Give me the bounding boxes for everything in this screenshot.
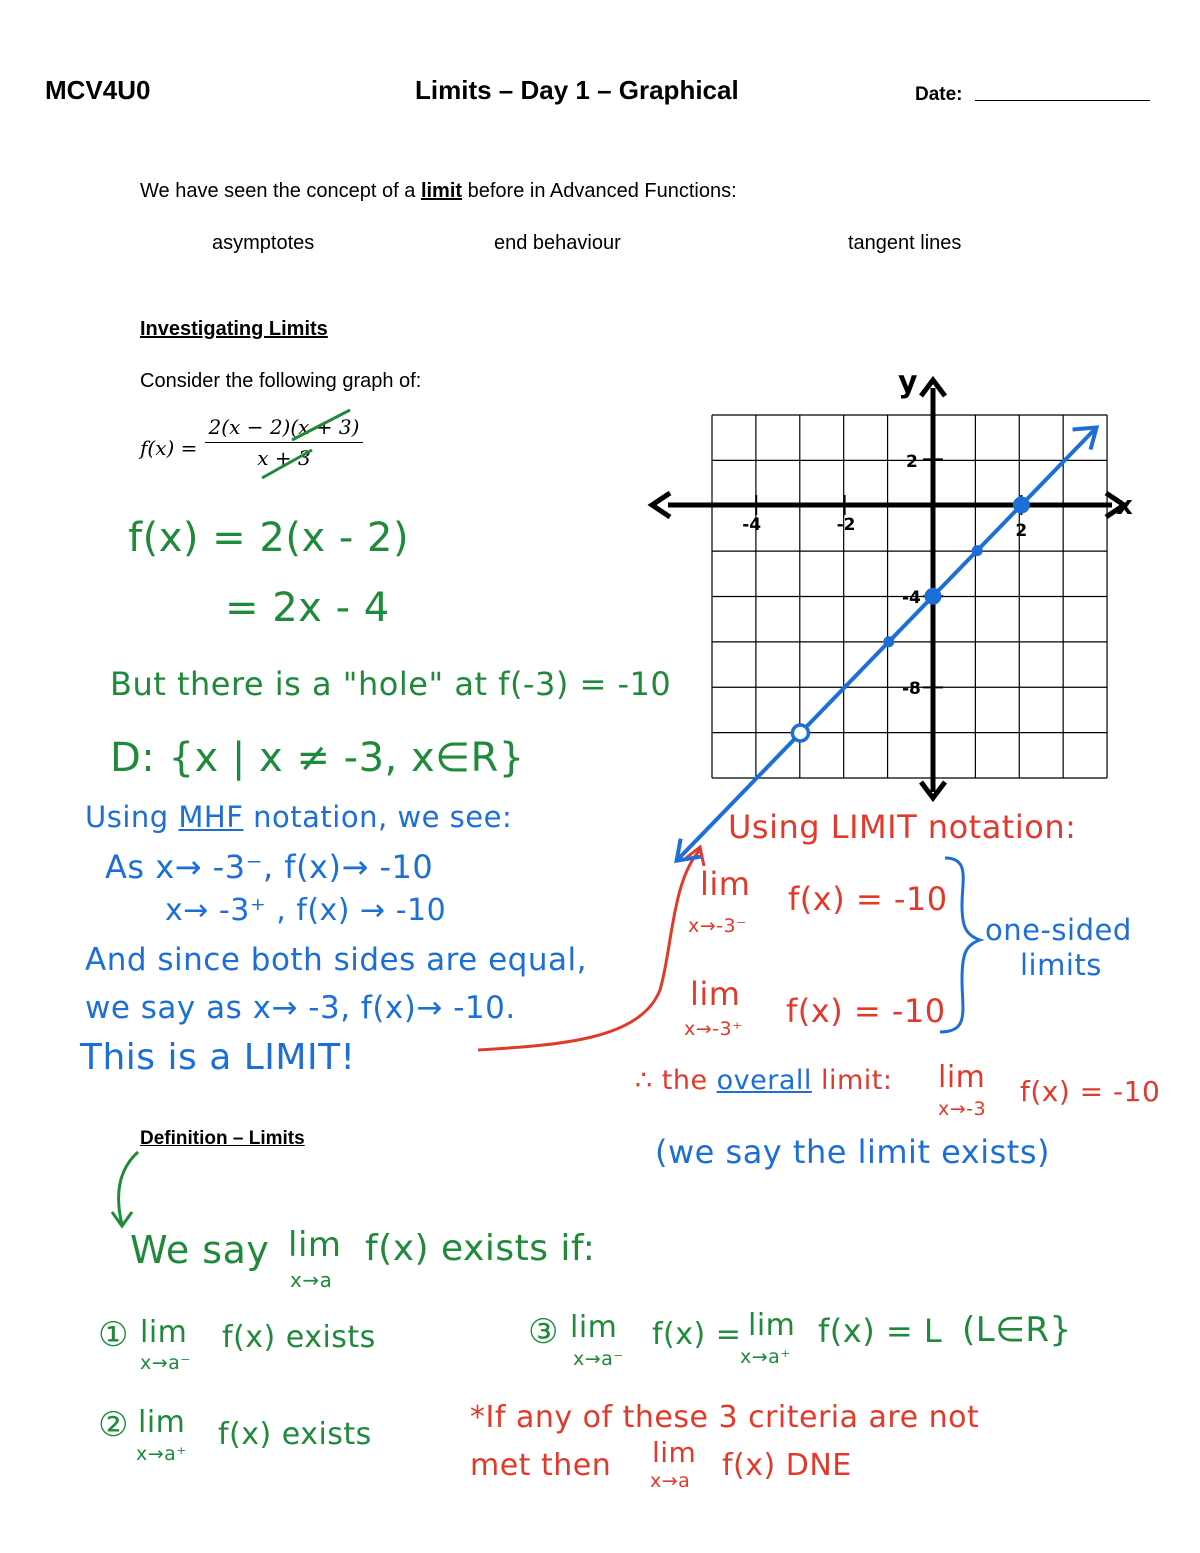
- date-label: Date:: [915, 84, 963, 105]
- right-lim-subscript: x→-3⁺: [684, 1018, 743, 1040]
- criterion-3-lim-right: lim: [748, 1308, 796, 1343]
- hole-point: [792, 725, 808, 741]
- simplified-f: f(x) = 2(x - 2): [128, 515, 410, 561]
- x-tick-label: -2: [836, 515, 856, 535]
- right-approach-note: x→ -3⁺ , f(x) → -10: [165, 893, 447, 928]
- one-sided-label: one-sided: [985, 913, 1132, 947]
- left-lim-word: lim: [700, 865, 751, 903]
- y-tick-label: -8: [902, 679, 921, 699]
- definition-lim-word: lim: [288, 1225, 342, 1265]
- definition-we-say: We say: [130, 1228, 270, 1272]
- x-axis-label: x: [1116, 491, 1133, 521]
- mhf-term: MHF: [178, 800, 244, 834]
- section-heading-investigating: Investigating Limits: [140, 318, 328, 340]
- y-axis-label: y: [898, 365, 918, 400]
- definition-lim-subscript: x→a: [290, 1268, 333, 1292]
- domain-note: D: {x | x ≠ -3, x∈R}: [110, 735, 525, 781]
- line-point: [972, 546, 982, 556]
- criterion-3-expression: f(x) = L: [818, 1312, 943, 1350]
- line-point: [1013, 497, 1029, 513]
- intro-sentence: We have seen the concept of a limit before in Advanced Functions:: [140, 180, 737, 202]
- criterion-2-number: ②: [98, 1405, 129, 1445]
- left-approach-note: As x→ -3⁻, f(x)→ -10: [105, 848, 434, 886]
- criterion-3-subscript-left: x→a⁻: [573, 1348, 624, 1370]
- overall-lim-expression: f(x) = -10: [1020, 1075, 1161, 1108]
- criterion-3-lim-left: lim: [570, 1310, 618, 1345]
- both-sides-note: And since both sides are equal,: [85, 942, 587, 978]
- limit-notation-heading: Using LIMIT notation:: [728, 808, 1077, 846]
- criterion-1-lim: lim: [140, 1315, 188, 1350]
- overall-limit-note: ∴ the overall limit:: [635, 1065, 893, 1096]
- criterion-1-expression: f(x) exists: [222, 1320, 376, 1355]
- x-tick-label: -4: [742, 515, 762, 535]
- criterion-3-set: (L∈R}: [962, 1310, 1072, 1350]
- simplified-f-expanded: = 2x - 4: [225, 585, 390, 631]
- this-is-limit-note: This is a LIMIT!: [80, 1037, 356, 1078]
- intro-term-limit: limit: [420, 180, 463, 202]
- criterion-1-number: ①: [98, 1315, 129, 1355]
- criterion-3-number: ③: [528, 1312, 559, 1352]
- fx-numerator: 2(x − 2)(x + 3): [205, 415, 363, 443]
- line-point: [884, 637, 894, 647]
- intro-item-tangent-lines: tangent lines: [848, 232, 962, 254]
- line-point: [925, 588, 941, 604]
- right-lim-expression: f(x) = -10: [786, 992, 946, 1030]
- x-tick-label: 2: [1015, 521, 1028, 541]
- mhf-notation-note: Using MHF notation, we see:: [85, 800, 513, 834]
- definition-exists-if: f(x) exists if:: [365, 1228, 596, 1269]
- right-lim-word: lim: [690, 975, 741, 1013]
- dne-lim-word: lim: [652, 1436, 697, 1469]
- dne-lim-subscript: x→a: [650, 1470, 691, 1492]
- limit-exists-note: (we say the limit exists): [655, 1133, 1050, 1171]
- overall-term: overall: [716, 1065, 812, 1096]
- criterion-3-middle: f(x) =: [652, 1317, 742, 1352]
- dne-lim-expression: f(x) DNE: [722, 1448, 852, 1483]
- we-say-note: we say as x→ -3, f(x)→ -10.: [85, 990, 516, 1026]
- fx-denominator: x + 3: [257, 446, 311, 470]
- intro-item-asymptotes: asymptotes: [212, 232, 315, 254]
- hole-note: But there is a "hole" at f(-3) = -10: [110, 665, 672, 703]
- dne-note-then: met then: [470, 1448, 612, 1483]
- x-axis-arrow-left: [652, 493, 670, 517]
- left-lim-expression: f(x) = -10: [788, 880, 948, 918]
- fx-lhs: f(x) =: [140, 436, 198, 460]
- criterion-3-subscript-right: x→a⁺: [740, 1346, 791, 1368]
- course-code: MCV4U0: [45, 75, 151, 105]
- overall-lim-subscript: x→-3: [938, 1098, 987, 1120]
- criterion-2-expression: f(x) exists: [218, 1417, 372, 1452]
- left-lim-subscript: x→-3⁻: [688, 915, 747, 937]
- criterion-2-subscript: x→a⁺: [136, 1443, 187, 1465]
- consider-text: Consider the following graph of:: [140, 370, 422, 392]
- limits-label: limits: [1020, 948, 1102, 982]
- dne-note-line1: *If any of these 3 criteria are not: [470, 1400, 980, 1435]
- y-tick-label: 2: [906, 452, 918, 472]
- y-tick-label: -4: [902, 588, 921, 608]
- section-heading-definition: Definition – Limits: [140, 1128, 305, 1149]
- intro-item-end-behaviour: end behaviour: [494, 232, 621, 254]
- overall-lim-word: lim: [938, 1060, 986, 1095]
- page-title: Limits – Day 1 – Graphical: [415, 75, 739, 105]
- criterion-2-lim: lim: [138, 1405, 186, 1440]
- criterion-1-subscript: x→a⁻: [140, 1352, 191, 1374]
